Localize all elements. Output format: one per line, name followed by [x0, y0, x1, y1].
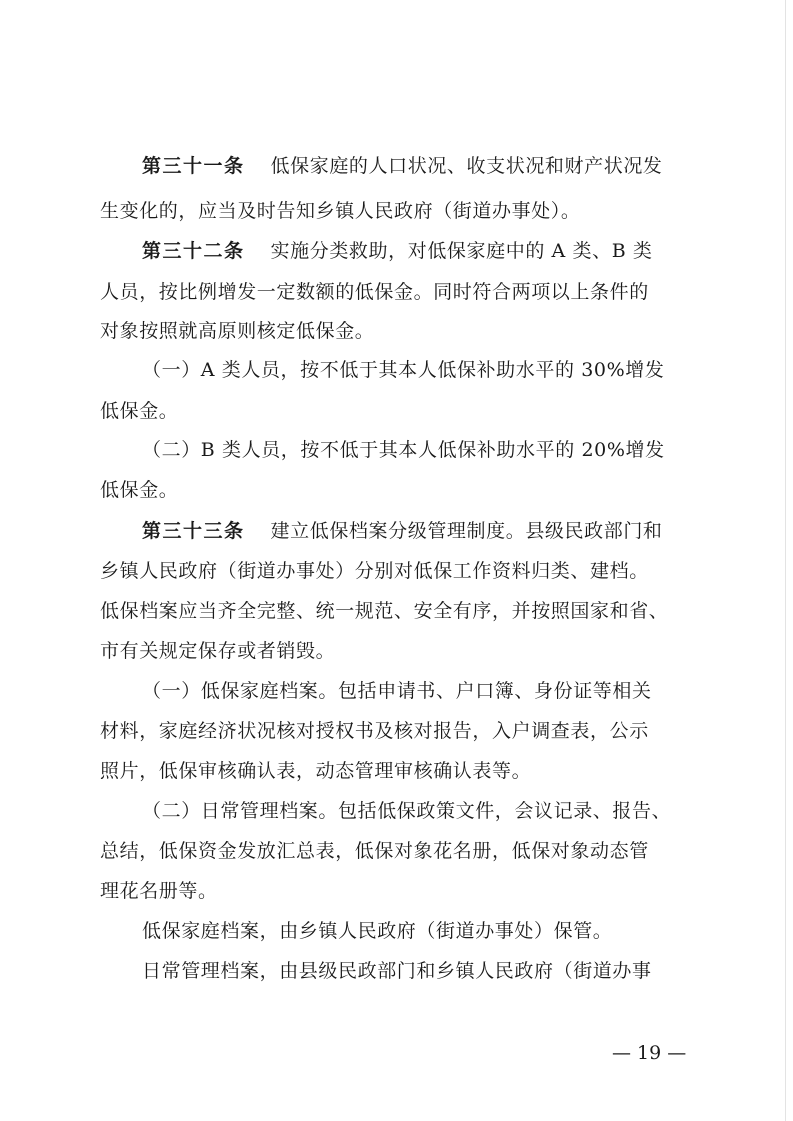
article-33-title: 第三十三条 — [142, 520, 245, 542]
closing-line-1: 低保家庭档案，由乡镇人民政府（街道办事处）保管。 — [142, 920, 613, 942]
page-number: — 19 — — [612, 1042, 687, 1064]
article-33-line-2: 乡镇人民政府（街道办事处）分别对低保工作资料归类、建档。 — [100, 560, 649, 582]
article-33-line-1 — [142, 518, 690, 544]
item-32-2-line-1: （二）B 类人员，按不低于其本人低保补助水平的 20%增发 — [142, 439, 665, 461]
closing-line-2: 日常管理档案，由县级民政部门和乡镇人民政府（街道办事 — [142, 960, 652, 982]
item-33-1-line-1: （一）低保家庭档案。包括申请书、户口簿、身份证等相关 — [142, 680, 652, 702]
article-33-line-4: 市有关规定保存或者销毁。 — [100, 640, 336, 662]
article-32-line-3: 对象按照就高原则核定低保金。 — [100, 320, 375, 342]
item-32-1-line-2: 低保金。 — [100, 400, 179, 422]
article-32-line-2: 人员，按比例增发一定数额的低保金。同时符合两项以上条件的 — [100, 281, 649, 303]
article-31-line-1 — [142, 153, 690, 179]
article-31-line-2: 生变化的，应当及时告知乡镇人民政府（街道办事处）。 — [100, 200, 581, 222]
item-33-2-line-3: 理花名册等。 — [100, 880, 218, 902]
item-33-1-line-3: 照片，低保审核确认表，动态管理审核确认表等。 — [100, 760, 532, 782]
article-32-text-1: 实施分类救助，对低保家庭中的 A 类、B 类 — [270, 240, 653, 262]
article-31-text-1: 低保家庭的人口状况、收支状况和财产状况发 — [270, 155, 663, 177]
item-32-1-line-1: （一）A 类人员，按不低于其本人低保补助水平的 30%增发 — [142, 359, 665, 381]
item-33-1-line-2: 材料，家庭经济状况核对授权书及核对报告，入户调查表，公示 — [100, 720, 649, 742]
item-32-2-line-2: 低保金。 — [100, 479, 179, 501]
article-33-line-3: 低保档案应当齐全完整、统一规范、安全有序，并按照国家和省、 — [100, 600, 669, 622]
item-33-2-line-1: （二）日常管理档案。包括低保政策文件，会议记录、报告、 — [142, 800, 672, 822]
item-33-2-line-2: 总结，低保资金发放汇总表，低保对象花名册，低保对象动态管 — [100, 840, 649, 862]
article-32-title: 第三十二条 — [142, 240, 245, 262]
page-edge-line — [785, 0, 786, 1121]
article-33-text-1: 建立低保档案分级管理制度。县级民政部门和 — [270, 520, 663, 542]
article-31-title: 第三十一条 — [142, 155, 245, 177]
article-32-line-1 — [142, 238, 690, 264]
